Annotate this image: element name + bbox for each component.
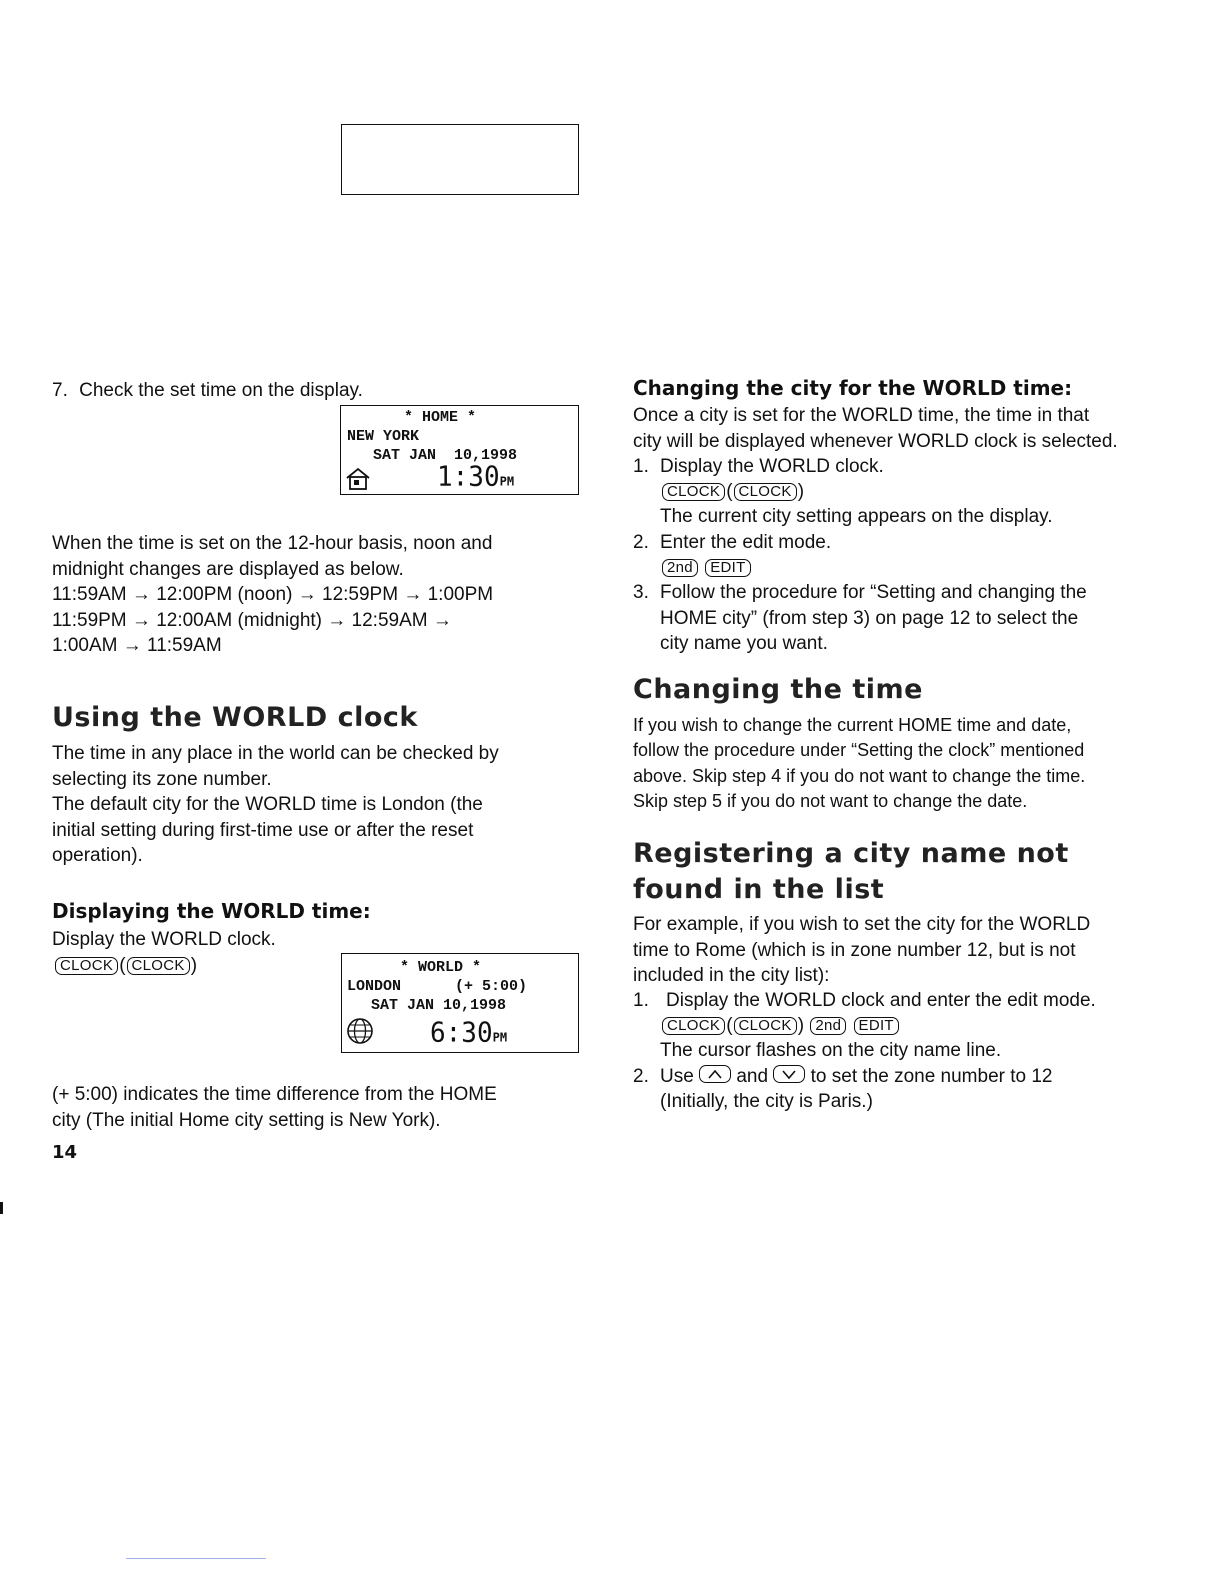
lcd-world-time: [430, 1018, 507, 1052]
step-text: Display the WORLD clock.: [660, 456, 884, 477]
paren: ): [797, 481, 805, 502]
key-sequence: [661, 1013, 900, 1039]
line: When the time is set on the 12-hour basis, noon and: [52, 533, 493, 554]
steps-change-city: [633, 454, 1193, 664]
line: (+ 5:00) indicates the time difference from the HOME: [52, 1084, 497, 1105]
clock-key[interactable]: CLOCK: [662, 483, 725, 501]
line: The time in any place in the world can be checked by: [52, 743, 499, 764]
step-number: 2.: [633, 532, 649, 553]
lcd-world-time-value: 6:30: [430, 1017, 493, 1049]
heading-registering-city: [633, 836, 1069, 908]
clock-key[interactable]: CLOCK: [127, 957, 190, 975]
paragraph-changing-city: [633, 403, 1118, 454]
paragraph-time-difference: [52, 1082, 497, 1133]
key-sequence-left: [54, 953, 197, 979]
line: selecting its zone number.: [52, 768, 272, 790]
lcd-world-city: LONDON (+ 5:00): [347, 978, 528, 995]
line: 11:59AM → 12:00PM (noon) → 12:59PM → 1:00PM: [52, 584, 494, 605]
line: Once a city is set for the WORLD time, the time in that: [633, 405, 1090, 426]
lcd-home-date: SAT JAN 10,1998: [373, 447, 518, 464]
clock-key[interactable]: CLOCK: [734, 1017, 797, 1035]
step-text: [660, 1064, 1053, 1090]
line: follow the procedure under “Setting the clock” mentioned: [633, 740, 1085, 761]
down-arrow-icon: [781, 1068, 797, 1080]
page-number: 14: [52, 1142, 78, 1163]
line: initial setting during first-time use or after the reset: [52, 819, 474, 841]
line: 1:00AM → 11:59AM: [52, 635, 222, 656]
lcd-home-display: [341, 124, 579, 195]
lcd-world-ampm: PM: [492, 1029, 508, 1045]
up-arrow-icon: [707, 1068, 723, 1080]
edit-key[interactable]: EDIT: [705, 559, 750, 577]
step-7: [52, 378, 363, 404]
line: time to Rome (which is in zone number 12, but is not: [633, 939, 1076, 961]
step-number: 7.: [52, 380, 68, 401]
margin-mark: [0, 1202, 3, 1214]
paragraph-12-hour: [52, 531, 493, 659]
step-text: Display the WORLD clock and enter the edit mode.: [666, 990, 1096, 1011]
step-text: Enter the edit mode.: [660, 532, 832, 553]
paren: ): [797, 1015, 805, 1036]
key-sequence: [661, 555, 752, 581]
clock-key[interactable]: CLOCK: [734, 483, 797, 501]
line: operation).: [52, 845, 143, 866]
lcd-home-ampm: PM: [499, 473, 515, 489]
line: city name you want.: [660, 633, 828, 654]
paren: ): [190, 955, 198, 976]
line: The default city for the WORLD time is London (the: [52, 794, 483, 815]
bottom-rule: [126, 1558, 266, 1559]
line: midnight changes are displayed as below.: [52, 558, 404, 580]
step-text: Check the set time on the display.: [79, 380, 363, 401]
lcd-home-frame: [340, 405, 579, 495]
display-world-instruction: Display the WORLD clock.: [52, 929, 276, 950]
text-zone: to set the zone number to 12: [810, 1066, 1053, 1087]
paren: (: [119, 955, 126, 976]
up-arrow-key[interactable]: [699, 1065, 731, 1083]
heading-changing-time: Changing the time: [633, 674, 923, 705]
line: HOME city” (from step 3) on page 12 to select the: [660, 607, 1079, 629]
line: city will be displayed whenever WORLD clock is selected.: [633, 430, 1118, 452]
paragraph-changing-time: [633, 713, 1085, 814]
clock-key[interactable]: CLOCK: [662, 1017, 725, 1035]
lcd-world-display: [341, 953, 579, 1053]
lcd-world-date: SAT JAN 10,1998: [371, 997, 507, 1014]
line: For example, if you wish to set the city for the WORLD: [633, 914, 1091, 935]
line: included in the city list):: [633, 965, 830, 986]
step-number: 1.: [633, 456, 649, 477]
heading-line: found in the list: [633, 874, 885, 905]
second-key[interactable]: 2nd: [810, 1017, 846, 1035]
step-note: The cursor flashes on the city name line.: [660, 1040, 1002, 1061]
step-number: 1.: [633, 990, 649, 1011]
text-use: Use: [660, 1066, 694, 1087]
heading-line: Registering a city name not: [633, 838, 1069, 869]
paragraph-world-clock: [52, 741, 499, 869]
lcd-home-title: * HOME *: [404, 409, 477, 426]
edit-key[interactable]: EDIT: [854, 1017, 899, 1035]
heading-using-world-clock: Using the WORLD clock: [52, 702, 418, 733]
down-arrow-key[interactable]: [773, 1065, 805, 1083]
paragraph-register: [633, 912, 1090, 989]
paren: (: [726, 1015, 733, 1036]
line: Follow the procedure for “Setting and changing the: [660, 582, 1087, 603]
steps-register: [633, 988, 1193, 1118]
lcd-home-city: NEW YORK: [347, 428, 420, 445]
clock-key[interactable]: CLOCK: [55, 957, 118, 975]
paren: (: [726, 481, 733, 502]
text-and: and: [736, 1066, 769, 1087]
subheading-changing-city: Changing the city for the WORLD time:: [633, 376, 1073, 400]
line: If you wish to change the current HOME time and date,: [633, 715, 1072, 735]
line: 11:59PM → 12:00AM (midnight) → 12:59AM →: [52, 609, 452, 631]
line: city (The initial Home city setting is New York).: [52, 1109, 441, 1131]
lcd-world-title: * WORLD *: [400, 959, 482, 976]
globe-icon: [345, 1016, 375, 1046]
line: Skip step 5 if you do not want to change the date.: [633, 790, 1028, 811]
step-number: 3.: [633, 582, 649, 603]
step-note: (Initially, the city is Paris.): [660, 1091, 873, 1112]
subheading-displaying-world-time: Displaying the WORLD time:: [52, 899, 371, 923]
second-key[interactable]: 2nd: [662, 559, 698, 577]
step-note: The current city setting appears on the display.: [660, 506, 1053, 527]
step-number: 2.: [633, 1066, 649, 1087]
step-text: [660, 580, 1087, 657]
lcd-home-time-value: 1:30: [437, 461, 500, 493]
line: above. Skip step 4 if you do not want to change the time.: [633, 765, 1086, 786]
key-sequence: [661, 479, 804, 505]
